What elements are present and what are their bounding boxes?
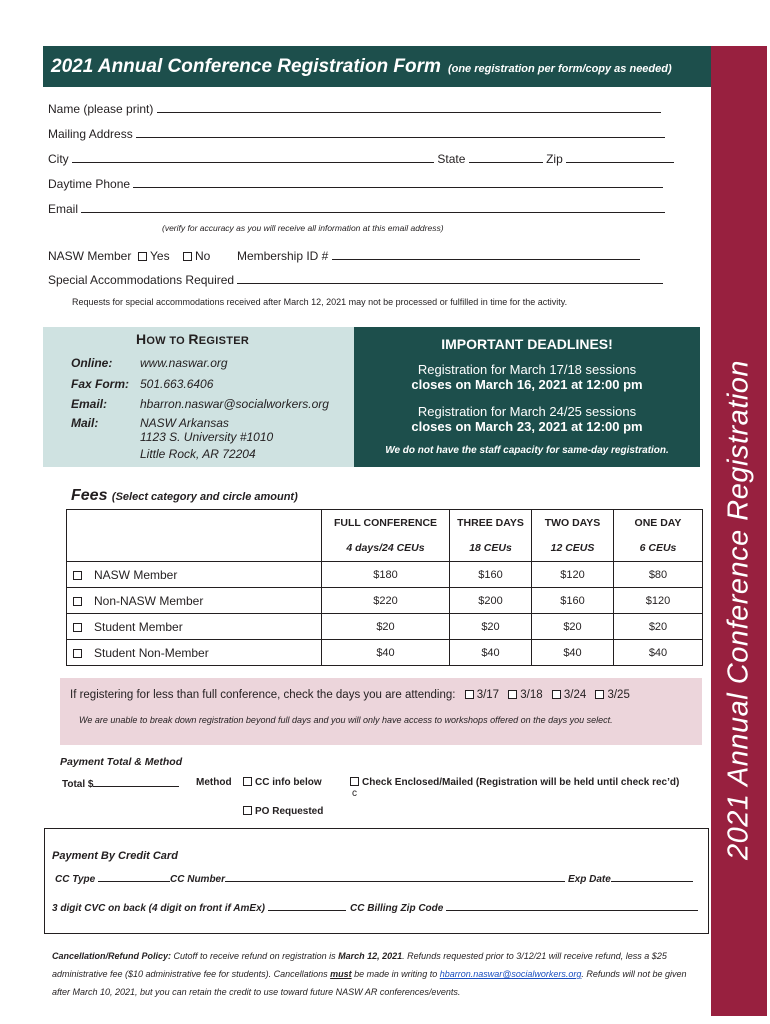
daytime-phone-field[interactable] [48, 177, 663, 191]
col-head-one: ONE DAY [614, 510, 703, 536]
name-field[interactable] [48, 102, 661, 116]
cancellation-must: must [330, 969, 352, 979]
fees-subheader-row [67, 536, 703, 562]
credit-card-title: Payment By Credit Card [52, 850, 178, 862]
deadline-1-line-b: closes on March 16, 2021 at 12:00 pm [411, 377, 643, 392]
table-row [67, 562, 703, 588]
fee-value[interactable]: $40 [614, 640, 703, 666]
how-title-h: H [136, 331, 147, 347]
fee-category-label: Student Member [94, 619, 183, 634]
fee-value[interactable]: $40 [532, 640, 614, 666]
email-note: (verify for accuracy as you will receive all information at this email address) [162, 223, 444, 233]
fee-value[interactable]: $120 [532, 562, 614, 588]
cancellation-policy [52, 947, 702, 1001]
fee-category-cell[interactable] [67, 614, 322, 640]
fees-subheader-blank [67, 536, 322, 562]
fax-value: 501.663.6406 [140, 377, 214, 391]
student-member-checkbox[interactable] [73, 623, 82, 632]
email-input-line[interactable] [81, 202, 665, 213]
days-selection-line [70, 689, 630, 701]
day-3-17-label: 3/17 [476, 689, 500, 701]
no-label: No [194, 249, 211, 263]
deadlines-note: We do not have the staff capacity for same-day registration. [385, 445, 669, 456]
col-head-two: TWO DAYS [532, 510, 614, 536]
nasw-member-label: NASW Member [48, 249, 132, 263]
deadline-1-line-a: Registration for March 17/18 sessions [417, 362, 637, 377]
mailing-address-field[interactable] [48, 127, 665, 141]
col-sub-full: 4 days/24 CEUs [322, 536, 450, 562]
mailing-address-input-line[interactable] [136, 127, 665, 138]
col-sub-three: 18 CEUs [450, 536, 532, 562]
cancellation-text-3: be made in writing to [351, 969, 440, 979]
cc-number-label: CC Number [170, 874, 226, 885]
billing-zip-input-line[interactable] [446, 901, 698, 911]
how-to-register-title [136, 331, 249, 347]
cvc-input-line[interactable] [268, 901, 346, 911]
cc-number-input-line[interactable] [225, 872, 565, 882]
total-field[interactable] [62, 777, 179, 790]
fee-value[interactable]: $20 [614, 614, 703, 640]
fee-value[interactable]: $40 [322, 640, 450, 666]
exp-date-label: Exp Date [568, 874, 611, 885]
zip-input-line[interactable] [566, 152, 674, 163]
fees-title [71, 487, 298, 505]
membership-id-label: Membership ID # [236, 249, 329, 263]
cancellation-text-4: . Refunds will not be given after March 10, 2021, but you can retain the credit to use toward future NASW AR conferences/events. [52, 969, 687, 997]
cvc-label: 3 digit CVC on back (4 digit on front if AmEx) [52, 903, 265, 914]
fee-category-label: Student Non-Member [94, 645, 209, 660]
student-non-member-checkbox[interactable] [73, 649, 82, 658]
fee-value[interactable]: $180 [322, 562, 450, 588]
name-input-line[interactable] [157, 102, 661, 113]
fees-header-row [67, 510, 703, 536]
billing-zip-label: CC Billing Zip Code [350, 903, 444, 914]
fee-category-cell[interactable] [67, 640, 322, 666]
cc-info-label: CC info below [255, 777, 322, 788]
col-sub-one: 6 CEUs [614, 536, 703, 562]
daytime-phone-input-line[interactable] [133, 177, 663, 188]
title-bar [43, 46, 711, 87]
city-input-line[interactable] [72, 152, 434, 163]
po-label: PO Requested [255, 806, 324, 817]
mail-line-3: Little Rock, AR 72204 [140, 447, 256, 461]
how-title-r: R [188, 331, 199, 347]
fee-category-label: Non-NASW Member [94, 593, 204, 608]
fee-value[interactable]: $200 [450, 588, 532, 614]
days-note: We are unable to break down registration beyond full days and you will only have access to workshops offered on the days you select. [79, 715, 613, 725]
cc-type-label: CC Type [55, 874, 96, 885]
table-row [67, 614, 703, 640]
deadline-2-line-b: closes on March 23, 2021 at 12:00 pm [411, 419, 643, 434]
fee-value[interactable]: $160 [532, 588, 614, 614]
form-subtitle: (one registration per form/copy as needed) [447, 62, 672, 75]
email-label: Email [48, 202, 79, 216]
state-input-line[interactable] [469, 152, 543, 163]
cancellation-email-link[interactable]: hbarron.naswar@socialworkers.org [439, 969, 582, 979]
day-3-25-label: 3/25 [607, 689, 630, 701]
mail-label: Mail: [71, 416, 99, 430]
how-title-ow-to: OW TO [146, 335, 189, 347]
deadline-2-line-a: Registration for March 24/25 sessions [417, 404, 637, 419]
fee-value[interactable]: $80 [614, 562, 703, 588]
fee-value[interactable]: $20 [532, 614, 614, 640]
fee-category-cell[interactable] [67, 562, 322, 588]
special-accommodations-label: Special Accommodations Required [48, 273, 235, 287]
check-option[interactable] [350, 777, 679, 788]
cancellation-date: March 12, 2021 [338, 951, 403, 961]
fee-value[interactable]: $20 [450, 614, 532, 640]
method-label: Method [196, 777, 232, 788]
email-field[interactable] [48, 202, 665, 216]
deadlines-title: IMPORTANT DEADLINES! [441, 336, 613, 352]
table-row [67, 640, 703, 666]
online-label: Online: [71, 356, 113, 370]
days-prompt: If registering for less than full conference, check the days you are attending: [70, 689, 456, 701]
check-checkbox[interactable] [350, 777, 359, 786]
accommodations-note: Requests for special accommodations received after March 12, 2021 may not be processed or fulfilled in time for the activity. [72, 297, 568, 307]
cc-info-option[interactable] [243, 777, 322, 788]
cancellation-text-1: Cutoff to receive refund on registration is [171, 951, 339, 961]
state-label: State [437, 152, 466, 166]
day-3-25-checkbox[interactable] [595, 690, 604, 699]
fee-value[interactable]: $120 [614, 588, 703, 614]
city-state-zip-field[interactable] [48, 152, 674, 166]
fee-value[interactable]: $160 [450, 562, 532, 588]
po-checkbox[interactable] [243, 806, 252, 815]
email-method-value[interactable]: hbarron.naswar@socialworkers.org [140, 397, 329, 411]
mail-line-1: NASW Arkansas [140, 416, 229, 430]
total-input-line[interactable] [93, 777, 179, 787]
form-title: 2021 Annual Conference Registration Form [51, 55, 441, 77]
email-method-label: Email: [71, 397, 108, 411]
col-head-three: THREE DAYS [450, 510, 532, 536]
cancellation-label: Cancellation/Refund Policy: [52, 951, 172, 961]
non-nasw-member-checkbox[interactable] [73, 597, 82, 606]
yes-label: Yes [150, 249, 170, 263]
online-value[interactable]: www.naswar.org [140, 356, 228, 370]
special-accommodations-input-line[interactable] [237, 273, 663, 284]
how-title-egister: EGISTER [198, 335, 250, 347]
mail-line-2: 1123 S. University #1010 [140, 430, 274, 444]
col-head-full: FULL CONFERENCE [322, 510, 450, 536]
mailing-address-label: Mailing Address [48, 127, 133, 141]
table-row [67, 588, 703, 614]
fees-table [66, 509, 703, 666]
fees-heading: Fees [71, 487, 108, 504]
po-option[interactable] [243, 806, 323, 817]
cc-info-checkbox[interactable] [243, 777, 252, 786]
cc-type-input-line[interactable] [98, 872, 170, 882]
fax-label: Fax Form: [71, 377, 130, 391]
no-checkbox[interactable] [183, 252, 192, 261]
name-label: Name (please print) [48, 102, 154, 116]
payment-title: Payment Total & Method [60, 756, 183, 768]
exp-date-field[interactable] [568, 872, 693, 885]
cvc-field[interactable] [52, 901, 346, 914]
check-mark-text: c [352, 788, 357, 799]
day-3-18-label: 3/18 [520, 689, 543, 701]
col-sub-two: 12 CEUS [532, 536, 614, 562]
cc-type-field[interactable] [55, 872, 170, 885]
special-accommodations-field[interactable] [48, 273, 663, 287]
daytime-phone-label: Daytime Phone [48, 177, 131, 191]
day-3-24-label: 3/24 [563, 689, 587, 701]
side-banner-text: 2021 Annual Conference Registration [722, 359, 755, 861]
fee-value[interactable]: $40 [450, 640, 532, 666]
day-3-18-checkbox[interactable] [508, 690, 517, 699]
zip-label: Zip [546, 152, 563, 166]
cc-number-field[interactable] [170, 872, 565, 885]
city-label: City [48, 152, 69, 166]
fee-value[interactable]: $20 [322, 614, 450, 640]
fee-value[interactable]: $220 [322, 588, 450, 614]
exp-date-input-line[interactable] [611, 872, 693, 882]
fee-category-cell[interactable] [67, 588, 322, 614]
fee-category-label: NASW Member [94, 567, 178, 582]
total-label: Total $ [62, 779, 94, 790]
cancellation-text-2: . Refunds requested prior to 3/12/21 will receive refund, less a $25 administrative fee ($10 administrative fee for students). Cancellations [52, 951, 667, 979]
nasw-member-checkbox[interactable] [73, 571, 82, 580]
membership-id-input-line[interactable] [332, 249, 640, 260]
yes-checkbox[interactable] [138, 252, 147, 261]
day-3-24-checkbox[interactable] [552, 690, 561, 699]
day-3-17-checkbox[interactable] [465, 690, 474, 699]
billing-zip-field[interactable] [350, 901, 698, 914]
nasw-member-field [48, 249, 640, 263]
fees-header-blank [67, 510, 322, 536]
fees-subheading: (Select category and circle amount) [111, 491, 298, 503]
check-label: Check Enclosed/Mailed (Registration will be held until check rec’d) [362, 777, 680, 788]
